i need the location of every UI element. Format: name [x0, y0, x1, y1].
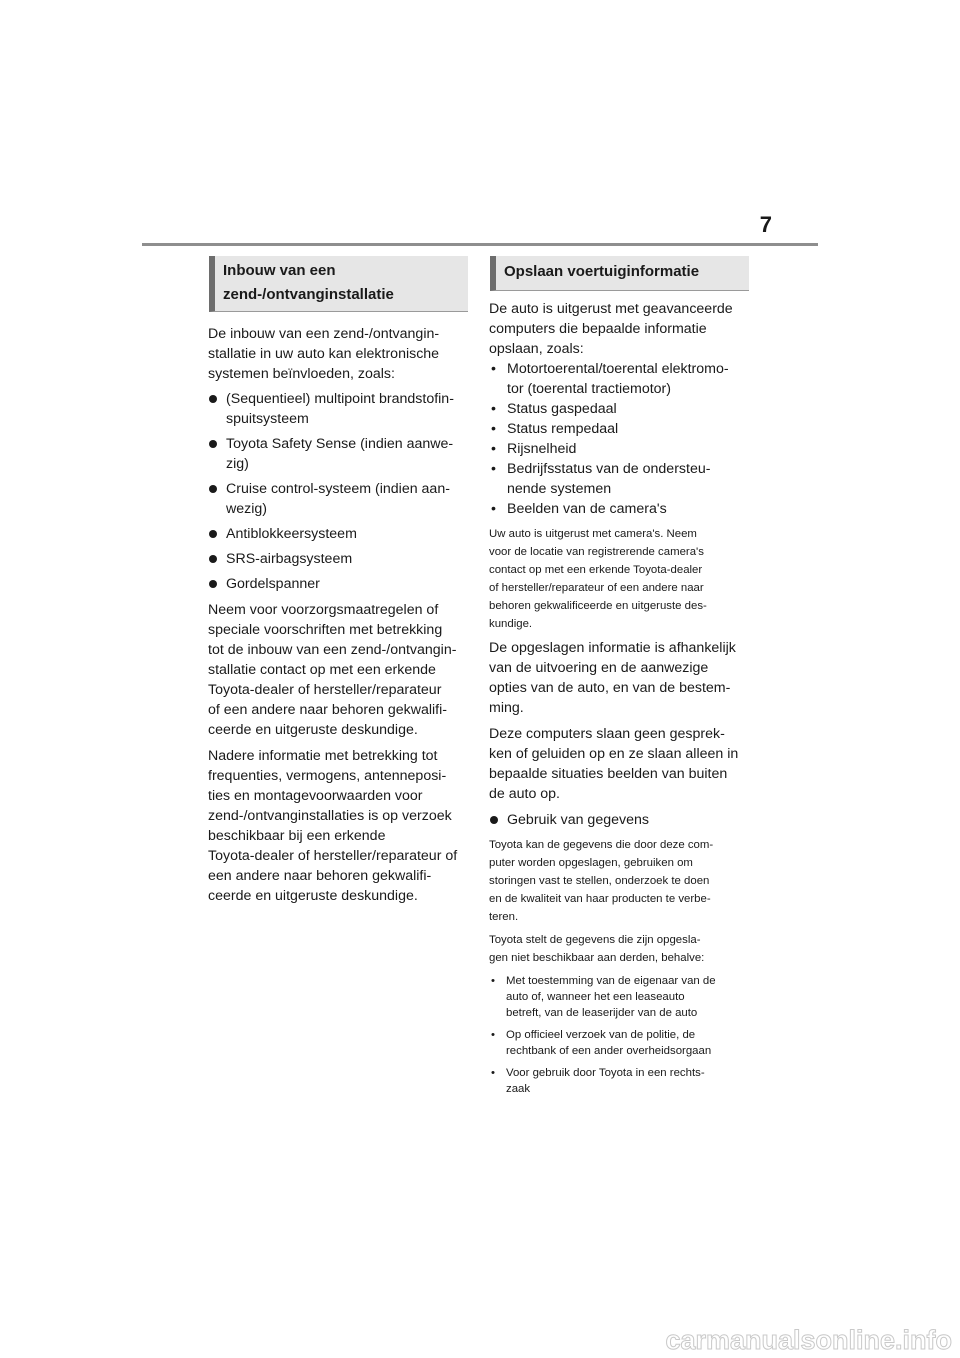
list-item: Antiblokkeersysteem	[208, 524, 468, 544]
list-item: Gordelspanner	[208, 574, 468, 594]
list-item: (Sequentieel) multipoint brandstofin- spuitsysteem	[208, 389, 468, 429]
list-item: • Status rempedaal	[491, 421, 619, 437]
header-rule	[142, 243, 818, 246]
bullet-dot-icon	[490, 816, 498, 824]
intro-paragraph: De auto is uitgerust met geavanceerde computers die bepaalde informatie opslaan, zoals:	[489, 301, 733, 357]
list-item: • Beelden van de camera's	[491, 501, 667, 517]
paragraph-stored-info: De opgeslagen informatie is afhankelijk van de uitvoering en de aanwezige opties van de auto, en van de bestem- ming.	[489, 640, 736, 716]
paragraph-no-conversations: Deze computers slaan geen gesprek- ken of geluiden op en ze slaan alleen in bepaalde situaties beelden van buiten de auto op.	[489, 726, 739, 802]
right-column	[489, 256, 749, 1097]
bullet-dot-icon	[209, 440, 217, 448]
bullet-dot-icon	[209, 485, 217, 493]
usage-note: Toyota kan de gegevens die door deze com- puter worden opgeslagen, gebruiken om storingen vast te stellen, onderzoek te doen en de kwaliteit van haar producten te verbe- teren.	[489, 839, 714, 923]
section-heading-inbouw	[209, 256, 468, 312]
list-item: • Rijsnelheid	[491, 441, 577, 457]
intro-paragraph: De inbouw van een zend-/ontvangin- stallatie in uw auto kan elektronische systemen beïnvloeden, zoals:	[208, 326, 440, 382]
bullet-dot-icon	[209, 530, 217, 538]
bullet-dot-icon	[209, 395, 217, 403]
paragraph-precautions: Neem voor voorzorgsmaatregelen of speciale voorschriften met betrekking tot de inbouw van een zend-/ontvangin- stallatie contact op met een erkende Toyota-dealer of hersteller/reparateur of een andere naar behoren gekwalifi- ceerde en uitgeruste deskundige.	[208, 602, 457, 738]
third-party-note: Toyota stelt de gegevens die zijn opgesla- gen niet beschikbaar aan derden, behalve:	[489, 934, 705, 964]
page-number: 7	[759, 212, 772, 237]
list-item: • Met toestemming van de eigenaar van de auto of, wanneer het een leaseauto betreft, van de leaserijder van de auto	[491, 975, 716, 1019]
list-item-usage: Gebruik van gegevens	[489, 810, 749, 830]
heading-line: Inbouw van een	[223, 262, 336, 279]
section-heading-opslaan: Opslaan voertuiginformatie	[490, 256, 749, 291]
list-item: • Voor gebruik door Toyota in een rechts- zaak	[491, 1067, 705, 1095]
bullet-dot-icon	[209, 555, 217, 563]
left-column	[208, 256, 468, 906]
list-item: • Status gaspedaal	[491, 401, 617, 417]
bullet-dot-icon	[209, 580, 217, 588]
camera-note: Uw auto is uitgerust met camera's. Neem voor de locatie van registrerende camera's contact op met een erkende Toyota-dealer of hersteller/reparateur of een andere naar behoren gekwalificeerde en uitgeruste des- kundige.	[489, 528, 707, 630]
list-item: • Bedrijfsstatus van de ondersteu- nende systemen	[491, 461, 711, 497]
list-item: Toyota Safety Sense (indien aanwe- zig)	[208, 434, 468, 474]
heading-line: zend-/ontvanginstallatie	[223, 286, 394, 303]
list-item: SRS-airbagsysteem	[208, 549, 468, 569]
list-item: • Motortoerental/toerental elektromo- tor (toerental tractiemotor)	[491, 361, 729, 397]
paragraph-more-info: Nadere informatie met betrekking tot frequenties, vermogens, antenneposi- ties en montagevoorwaarden voor zend-/ontvanginstallaties is op verzoek beschikbaar bij een erkende Toyota-dealer of hersteller/reparateur of een andere naar behoren gekwalifi- ceerde en uitgeruste deskundige.	[208, 748, 458, 904]
list-item: • Op officieel verzoek van de politie, de rechtbank of een ander overheidsorgaan	[491, 1029, 712, 1057]
list-item: Cruise control-systeem (indien aan- wezig)	[208, 479, 468, 519]
watermark-text: carmanualsonline.info	[665, 1325, 952, 1355]
